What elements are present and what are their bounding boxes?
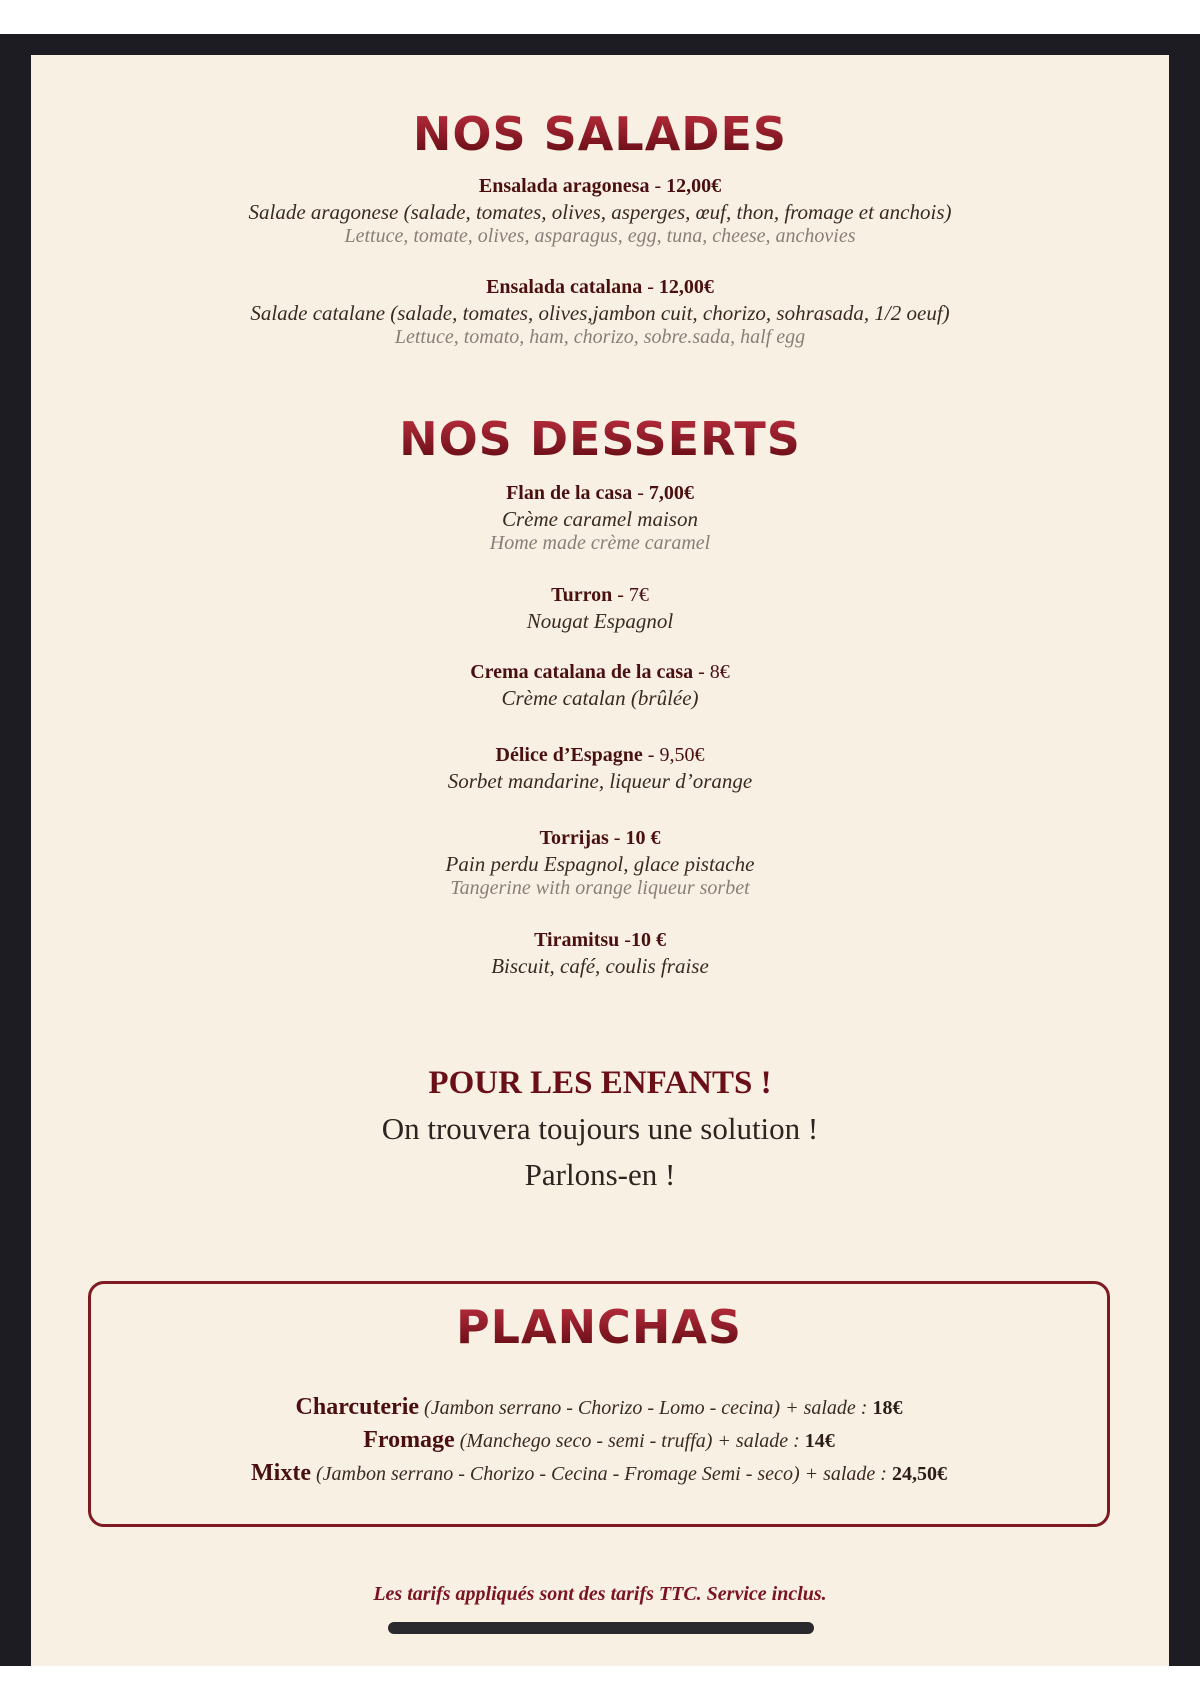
item-desc-fr: Biscuit, café, coulis fraise: [491, 954, 709, 978]
item-sep: -: [612, 584, 629, 606]
salades-title: NOS SALADES: [412, 107, 788, 161]
item-name-line: [31, 274, 1169, 300]
item-desc-en: Home made crème caramel: [489, 532, 711, 554]
planchas-title: PLANCHAS: [455, 1300, 743, 1354]
item-name-line: [31, 480, 1169, 506]
item-sep: -: [642, 276, 659, 298]
desserts-title: NOS DESSERTS: [399, 412, 801, 466]
plancha-name: Charcuterie: [295, 1394, 420, 1420]
item-name-line: [31, 742, 1169, 768]
plancha-item: [91, 1425, 1107, 1456]
item-name: Ensalada catalana: [486, 276, 643, 298]
planchas-heading-wrap: [91, 1300, 1107, 1354]
item-name-line: [31, 173, 1169, 199]
top-bar: [0, 0, 1200, 34]
item-price: 12,00€: [658, 276, 714, 298]
item-desc-fr: Pain perdu Espagnol, glace pistache: [445, 852, 755, 876]
enfants-title: POUR LES ENFANTS !: [428, 1065, 772, 1101]
plancha-name: Mixte: [251, 1460, 311, 1486]
salades-heading-wrap: [31, 107, 1169, 161]
dessert-item: [31, 927, 1169, 979]
plancha-desc: (Manchego seco - semi - truffa) + salade :: [454, 1430, 805, 1452]
item-desc-fr: Crème caramel maison: [502, 507, 698, 531]
item-desc-en: Lettuce, tomato, ham, chorizo, sobre.sada, half egg: [394, 326, 806, 348]
item-sep: -: [608, 827, 626, 849]
item-name: Crema catalana de la casa: [470, 661, 694, 683]
plancha-price: 18€: [872, 1397, 903, 1419]
dessert-item: [31, 659, 1169, 711]
enfants-line-1: On trouvera toujours une solution !: [381, 1111, 819, 1146]
home-indicator[interactable]: [388, 1622, 814, 1634]
item-name-line: [31, 927, 1169, 953]
item-name: Ensalada aragonesa: [478, 175, 650, 197]
plancha-desc: (Jambon serrano - Chorizo - Cecina - Fromage Semi - seco) + salade :: [310, 1463, 892, 1485]
item-sep: -: [649, 175, 667, 197]
dessert-item: [31, 742, 1169, 794]
salade-item: [31, 173, 1169, 247]
item-desc-fr: Crème catalan (brûlée): [501, 686, 699, 710]
item-desc-en: Tangerine with orange liqueur sorbet: [450, 877, 750, 899]
item-name: Flan de la casa: [506, 482, 633, 504]
item-price: 7€: [628, 584, 649, 606]
item-desc-en: Lettuce, tomate, olives, asparagus, egg, tuna, cheese, anchovies: [344, 225, 856, 247]
dessert-item: [31, 480, 1169, 554]
item-sep: -: [619, 929, 631, 951]
item-name: Turron: [551, 584, 613, 606]
dessert-item: [31, 582, 1169, 634]
salade-item: [31, 274, 1169, 348]
item-desc-fr: Salade aragonese (salade, tomates, olives, asperges, œuf, thon, fromage et anchois): [248, 200, 952, 224]
item-price: 10 €: [625, 827, 661, 849]
plancha-price: 14€: [804, 1430, 835, 1452]
item-desc-fr: Salade catalane (salade, tomates, olives,jambon cuit, chorizo, sohrasada, 1/2 oeuf): [250, 301, 950, 325]
item-name-line: [31, 659, 1169, 685]
plancha-price: 24,50€: [891, 1463, 947, 1485]
item-name-line: [31, 582, 1169, 608]
item-sep: -: [632, 482, 649, 504]
item-name: Délice d’Espagne: [495, 744, 643, 766]
item-price: 8€: [709, 661, 730, 683]
item-sep: -: [642, 744, 660, 766]
menu-page: [31, 55, 1169, 1666]
item-price: 9,50€: [659, 744, 705, 766]
item-price: 12,00€: [666, 175, 722, 197]
item-name: Torrijas: [539, 827, 609, 849]
plancha-desc: (Jambon serrano - Chorizo - Lomo - cecina) + salade :: [419, 1397, 873, 1419]
plancha-item: [91, 1392, 1107, 1423]
item-desc-fr: Sorbet mandarine, liqueur d’orange: [447, 769, 753, 793]
item-price: 10 €: [630, 929, 666, 951]
item-price: 7,00€: [648, 482, 694, 504]
plancha-name: Fromage: [363, 1427, 455, 1453]
dessert-item: [31, 825, 1169, 899]
bottom-bar: [0, 1666, 1200, 1698]
desserts-heading-wrap: [31, 412, 1169, 466]
enfants-line-2: Parlons-en !: [524, 1157, 676, 1192]
plancha-item: [91, 1458, 1107, 1489]
footer-note: Les tarifs appliqués sont des tarifs TTC. Service inclus.: [373, 1583, 827, 1605]
item-name: Tiramitsu: [534, 929, 620, 951]
item-sep: -: [693, 661, 710, 683]
item-name-line: [31, 825, 1169, 851]
planchas-box: [88, 1281, 1110, 1527]
item-desc-fr: Nougat Espagnol: [526, 609, 674, 633]
